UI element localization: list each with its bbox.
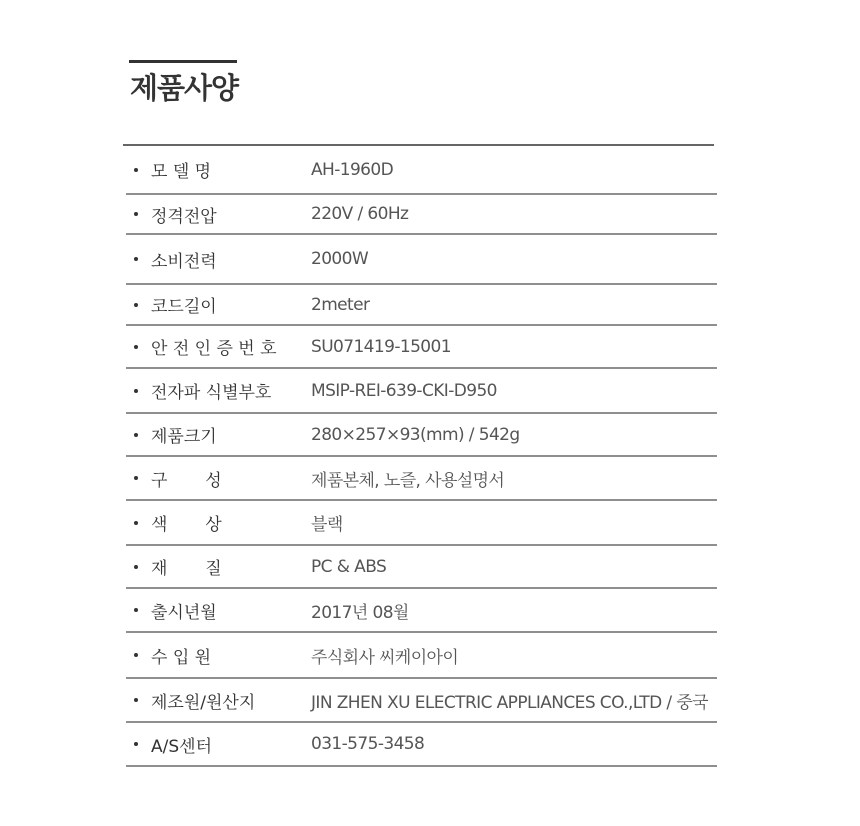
bullet-icon [134, 212, 138, 216]
spec-row-release-date [126, 589, 717, 633]
spec-label: 수 입 원 [151, 647, 212, 668]
spec-value: AH-1960D [311, 159, 394, 180]
spec-label: 안 전 인 증 번 호 [151, 339, 277, 359]
spec-label: 코드길이 [151, 297, 217, 317]
spec-row-material [126, 546, 717, 589]
spec-label: 정격전압 [151, 206, 217, 227]
bullet-icon [134, 389, 138, 393]
spec-value: 280×257×93(mm) / 542g [311, 424, 520, 445]
bullet-icon [134, 257, 138, 261]
bullet-icon [134, 608, 138, 612]
spec-label: 제품크기 [151, 427, 217, 447]
spec-row-model [126, 146, 717, 195]
spec-value: JIN ZHEN XU ELECTRIC APPLIANCES CO.,LTD / 중국 [311, 692, 708, 713]
title-underline [129, 60, 237, 63]
spec-row-color [126, 501, 717, 546]
spec-value: 2000W [311, 249, 369, 269]
spec-row-manufacturer [126, 679, 717, 723]
spec-row-size [126, 414, 717, 457]
bullet-icon [134, 476, 138, 480]
bullet-icon [134, 565, 138, 569]
spec-row-power [126, 235, 717, 285]
spec-row-emc-id [126, 369, 717, 414]
spec-row-as-center [126, 723, 717, 767]
spec-label: 재 질 [151, 559, 222, 579]
spec-label: 모 델 명 [151, 162, 212, 182]
spec-value: 주식회사 씨케이아이 [311, 647, 459, 668]
spec-label: 소비전력 [151, 251, 217, 272]
spec-label: 제조원/원산지 [151, 692, 256, 713]
bullet-icon [134, 168, 138, 172]
spec-value: 블랙 [311, 515, 343, 535]
bullet-icon [134, 303, 138, 307]
spec-value: MSIP-REI-639-CKI-D950 [311, 380, 497, 401]
bullet-icon [134, 742, 138, 746]
spec-row-voltage [126, 195, 717, 235]
spec-label: 출시년월 [151, 602, 217, 623]
spec-label: 색 상 [151, 515, 222, 535]
spec-value: 2017년 08월 [311, 602, 409, 623]
spec-label: 구 성 [151, 470, 222, 491]
spec-value: PC & ABS [311, 556, 387, 577]
spec-row-importer [126, 633, 717, 679]
bullet-icon [134, 345, 138, 349]
spec-value: SU071419-15001 [311, 336, 451, 357]
bullet-icon [134, 521, 138, 525]
spec-table [123, 144, 717, 767]
spec-row-safety-cert [126, 326, 717, 369]
spec-label: 전자파 식별부호 [151, 383, 272, 403]
spec-row-cord [126, 285, 717, 326]
spec-value: 031-575-3458 [311, 734, 425, 754]
spec-value: 제품본체, 노즐, 사용설명서 [311, 470, 505, 491]
spec-label: A/S센터 [151, 736, 212, 757]
bullet-icon [134, 653, 138, 657]
spec-value: 220V / 60Hz [311, 204, 409, 224]
bullet-icon [134, 433, 138, 437]
page-title: 제품사양 [130, 71, 239, 105]
spec-row-contents [126, 457, 717, 501]
bullet-icon [134, 698, 138, 702]
spec-value: 2meter [311, 294, 370, 315]
